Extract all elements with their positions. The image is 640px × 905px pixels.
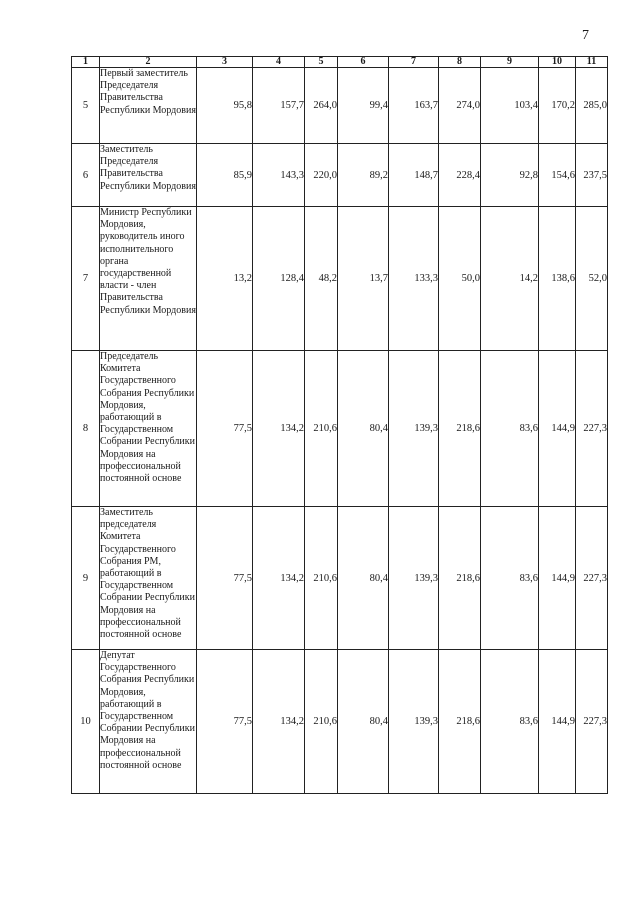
value-cell: 89,2 bbox=[338, 144, 389, 207]
value-cell: 80,4 bbox=[338, 650, 389, 794]
value-cell: 139,3 bbox=[389, 650, 439, 794]
value-cell: 128,4 bbox=[253, 207, 305, 351]
value-cell: 274,0 bbox=[439, 68, 481, 144]
value-cell: 170,2 bbox=[539, 68, 576, 144]
value-cell: 227,3 bbox=[576, 507, 608, 650]
column-header: 3 bbox=[197, 57, 253, 68]
value-cell: 77,5 bbox=[197, 351, 253, 507]
value-cell: 133,3 bbox=[389, 207, 439, 351]
value-cell: 14,2 bbox=[481, 207, 539, 351]
value-cell: 77,5 bbox=[197, 650, 253, 794]
value-cell: 157,7 bbox=[253, 68, 305, 144]
value-cell: 77,5 bbox=[197, 507, 253, 650]
value-cell: 228,4 bbox=[439, 144, 481, 207]
value-cell: 285,0 bbox=[576, 68, 608, 144]
column-header: 1 bbox=[72, 57, 100, 68]
value-cell: 83,6 bbox=[481, 351, 539, 507]
position-name: Председатель Комитета Государственного Собрания Республики Мордовия, работающий в Государственном Собрании Республики Мордовия на профессиональной постоянной основе bbox=[100, 351, 197, 507]
value-cell: 50,0 bbox=[439, 207, 481, 351]
value-cell: 218,6 bbox=[439, 650, 481, 794]
value-cell: 264,0 bbox=[305, 68, 338, 144]
value-cell: 48,2 bbox=[305, 207, 338, 351]
value-cell: 218,6 bbox=[439, 507, 481, 650]
value-cell: 210,6 bbox=[305, 650, 338, 794]
value-cell: 227,3 bbox=[576, 351, 608, 507]
position-name: Заместитель председателя Комитета Государственного Собрания РМ, работающий в Государственном Собрании Республики Мордовия на профессиональной постоянной основе bbox=[100, 507, 197, 650]
position-name: Депутат Государственного Собрания Республики Мордовия, работающий в Государственном Собрании Республики Мордовия на профессиональной постоянной основе bbox=[100, 650, 197, 794]
row-number: 10 bbox=[72, 650, 100, 794]
value-cell: 163,7 bbox=[389, 68, 439, 144]
value-cell: 92,8 bbox=[481, 144, 539, 207]
table-row bbox=[72, 207, 608, 351]
page-number: 7 bbox=[582, 28, 589, 43]
value-cell: 144,9 bbox=[539, 351, 576, 507]
value-cell: 134,2 bbox=[253, 351, 305, 507]
value-cell: 139,3 bbox=[389, 507, 439, 650]
row-number: 7 bbox=[72, 207, 100, 351]
value-cell: 95,8 bbox=[197, 68, 253, 144]
column-header: 4 bbox=[253, 57, 305, 68]
value-cell: 210,6 bbox=[305, 351, 338, 507]
value-cell: 144,9 bbox=[539, 507, 576, 650]
value-cell: 13,7 bbox=[338, 207, 389, 351]
value-cell: 85,9 bbox=[197, 144, 253, 207]
column-header: 6 bbox=[338, 57, 389, 68]
value-cell: 134,2 bbox=[253, 650, 305, 794]
value-cell: 52,0 bbox=[576, 207, 608, 351]
column-header: 5 bbox=[305, 57, 338, 68]
value-cell: 80,4 bbox=[338, 507, 389, 650]
column-header: 8 bbox=[439, 57, 481, 68]
table-row bbox=[72, 650, 608, 794]
column-header: 9 bbox=[481, 57, 539, 68]
value-cell: 143,3 bbox=[253, 144, 305, 207]
table-row bbox=[72, 507, 608, 650]
column-header: 11 bbox=[576, 57, 608, 68]
value-cell: 154,6 bbox=[539, 144, 576, 207]
column-header: 2 bbox=[100, 57, 197, 68]
row-number: 9 bbox=[72, 507, 100, 650]
column-header: 7 bbox=[389, 57, 439, 68]
value-cell: 139,3 bbox=[389, 351, 439, 507]
row-number: 5 bbox=[72, 68, 100, 144]
value-cell: 148,7 bbox=[389, 144, 439, 207]
table-header-row bbox=[72, 57, 608, 68]
position-name: Первый заместитель Председателя Правительства Республики Мордовия bbox=[100, 68, 197, 144]
column-header: 10 bbox=[539, 57, 576, 68]
value-cell: 218,6 bbox=[439, 351, 481, 507]
value-cell: 99,4 bbox=[338, 68, 389, 144]
table-row bbox=[72, 68, 608, 144]
value-cell: 83,6 bbox=[481, 507, 539, 650]
value-cell: 210,6 bbox=[305, 507, 338, 650]
value-cell: 80,4 bbox=[338, 351, 389, 507]
value-cell: 103,4 bbox=[481, 68, 539, 144]
row-number: 6 bbox=[72, 144, 100, 207]
value-cell: 134,2 bbox=[253, 507, 305, 650]
position-name: Министр Республики Мордовия, руководитель иного исполнительного органа государственной власти - член Правительства Республики Мордовия bbox=[100, 207, 197, 351]
table-row bbox=[72, 144, 608, 207]
value-cell: 13,2 bbox=[197, 207, 253, 351]
value-cell: 138,6 bbox=[539, 207, 576, 351]
value-cell: 83,6 bbox=[481, 650, 539, 794]
position-name: Заместитель Председателя Правительства Республики Мордовия bbox=[100, 144, 197, 207]
row-number: 8 bbox=[72, 351, 100, 507]
value-cell: 227,3 bbox=[576, 650, 608, 794]
table-row bbox=[72, 351, 608, 507]
value-cell: 237,5 bbox=[576, 144, 608, 207]
salary-table bbox=[71, 56, 608, 794]
value-cell: 220,0 bbox=[305, 144, 338, 207]
value-cell: 144,9 bbox=[539, 650, 576, 794]
